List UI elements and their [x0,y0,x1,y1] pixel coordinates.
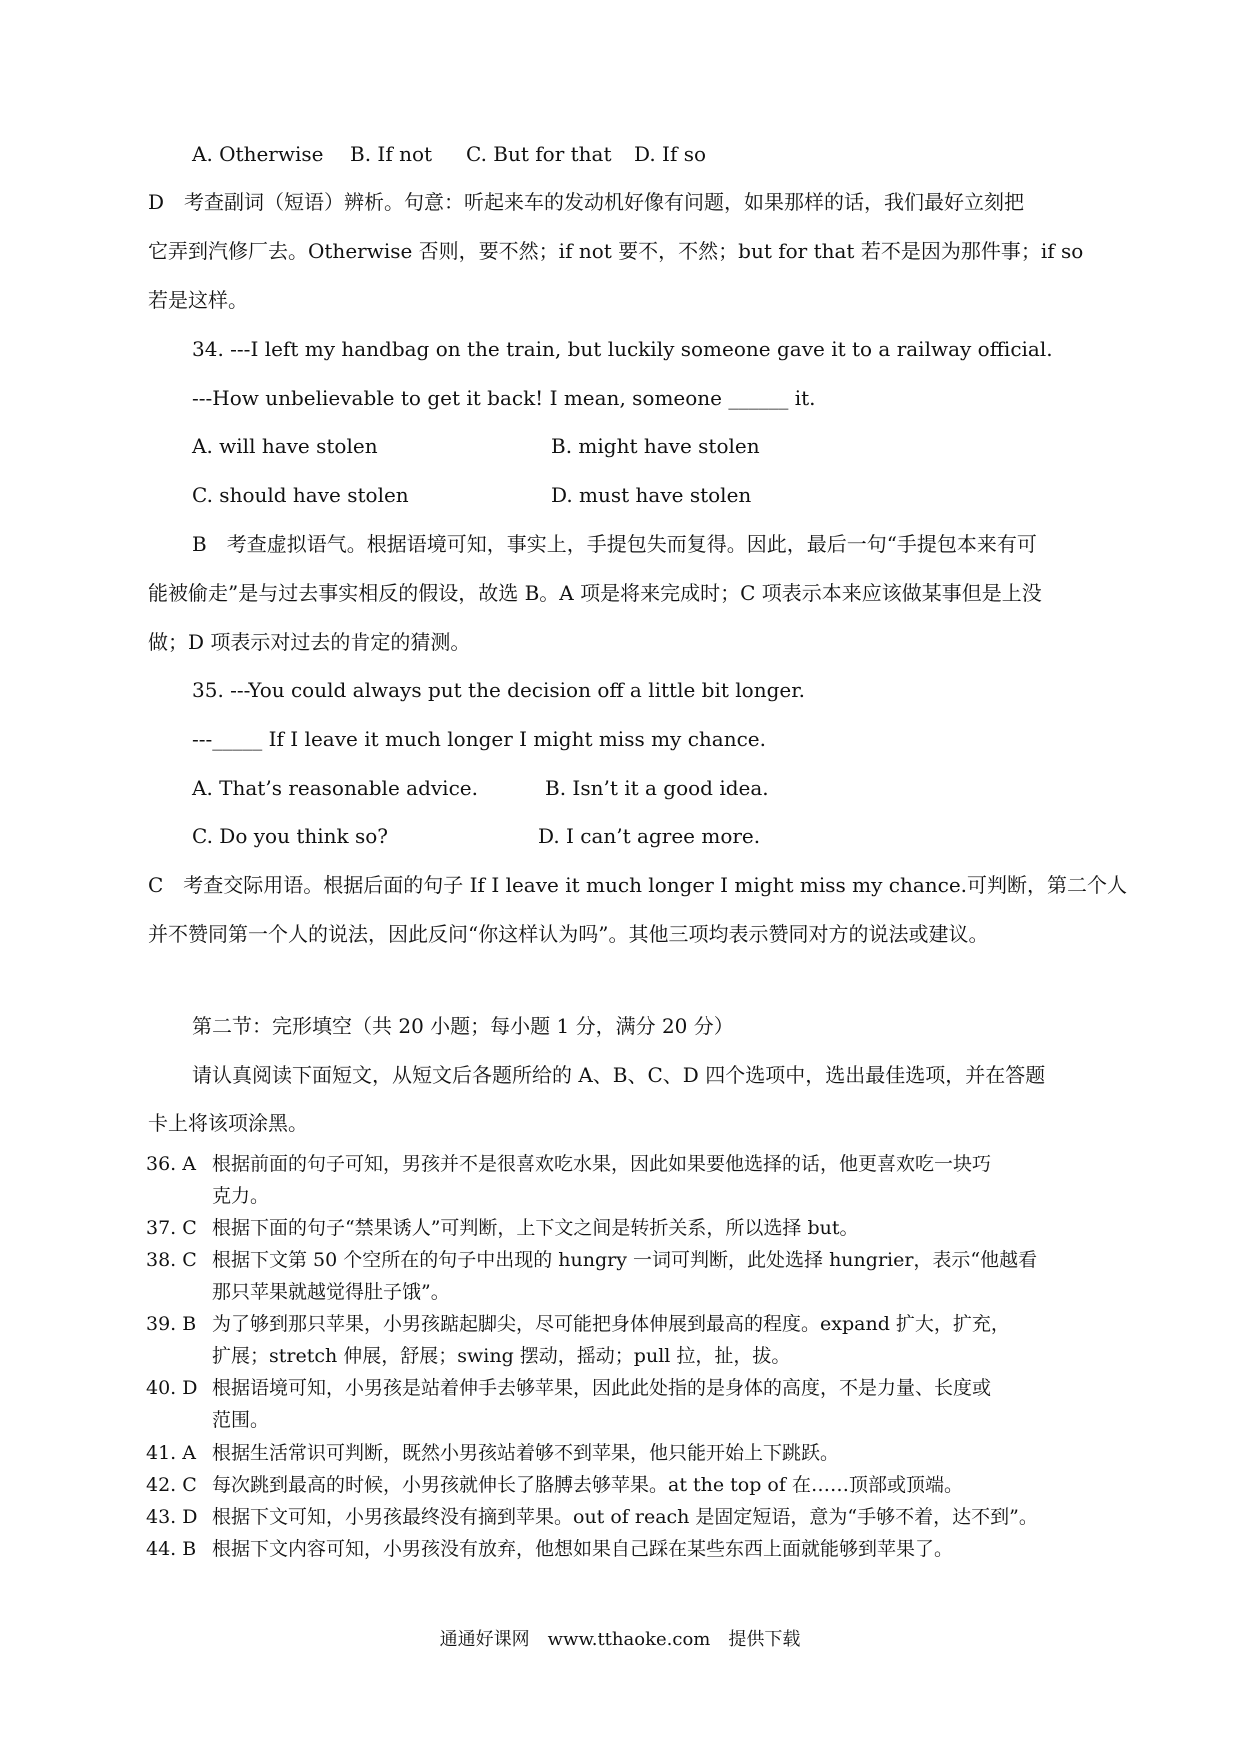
q35-stem-1: 35. ---You could always put the decision off a little bit longer. [192,678,805,702]
item-39-line-2: 扩展；stretch 伸展，舒展；swing 摆动，摇动；pull 拉，扯，拔。 [212,1345,791,1367]
item-40-number: 40. D [146,1377,198,1399]
q35-option-b: B. Isn’t it a good idea. [545,776,769,800]
q33-answer-line-1: D 考查副词（短语）辨析。句意：听起来车的发动机好像有问题，如果那样的话，我们最好立刻把 [148,190,1025,214]
item-37-line-1: 根据下面的句子“禁果诱人”可判断，上下文之间是转折关系，所以选择 but。 [212,1217,859,1239]
item-36-line-1: 根据前面的句子可知，男孩并不是很喜欢吃水果，因此如果要他选择的话，他更喜欢吃一块巧 [212,1153,992,1175]
q34-option-a: A. will have stolen [192,434,378,458]
q34-option-b: B. might have stolen [551,434,760,458]
item-38-line-2: 那只苹果就越觉得肚子饿”。 [212,1281,450,1303]
q34-answer-line-1: B 考查虚拟语气。根据语境可知，事实上，手提包失而复得。因此，最后一句“手提包本来有可 [192,532,1037,556]
item-40-line-2: 范围。 [212,1409,270,1431]
item-36-number: 36. A [146,1153,196,1175]
q33-option-a: A. Otherwise [192,142,324,166]
q34-answer-line-3: 做；D 项表示对过去的肯定的猜测。 [148,630,471,654]
section2-instruction-line-1: 请认真阅读下面短文，从短文后各题所给的 A、B、C、D 四个选项中，选出最佳选项，并在答题 [192,1063,1046,1087]
item-36-line-2: 克力。 [212,1185,270,1207]
q34-option-c: C. should have stolen [192,483,409,507]
q33-option-c: C. But for that [466,142,612,166]
item-40-line-1: 根据语境可知，小男孩是站着伸手去够苹果，因此此处指的是身体的高度，不是力量、长度或 [212,1377,992,1399]
q35-answer-line-1: C 考查交际用语。根据后面的句子 If I leave it much longer I might miss my chance.可判断，第二个人 [148,873,1128,897]
q35-option-a: A. That’s reasonable advice. [192,776,478,800]
q35-option-d: D. I can’t agree more. [538,824,761,848]
q35-answer-line-2: 并不赞同第一个人的说法，因此反问“你这样认为吗”。其他三项均表示赞同对方的说法或建议。 [148,922,989,946]
q34-option-d: D. must have stolen [551,483,752,507]
q33-answer-line-3: 若是这样。 [148,288,248,312]
item-41-line-1: 根据生活常识可判断，既然小男孩站着够不到苹果，他只能开始上下跳跃。 [212,1442,840,1464]
q34-stem-2: ---How unbelievable to get it back! I mean, someone ______ it. [192,386,816,410]
item-39-number: 39. B [146,1313,197,1335]
item-42-line-1: 每次跳到最高的时候，小男孩就伸长了胳膊去够苹果。at the top of 在……顶部或顶端。 [212,1474,963,1496]
item-43-number: 43. D [146,1506,198,1528]
item-38-line-1: 根据下文第 50 个空所在的句子中出现的 hungry 一词可判断，此处选择 hungrier，表示“他越看 [212,1249,1038,1271]
item-44-line-1: 根据下文内容可知，小男孩没有放弃，他想如果自己踩在某些东西上面就能够到苹果了。 [212,1538,954,1560]
q33-option-d: D. If so [634,142,707,166]
q34-answer-line-2: 能被偷走”是与过去事实相反的假设，故选 B。A 项是将来完成时；C 项表示本来应该做某事但是上没 [148,581,1042,605]
item-37-number: 37. C [146,1217,197,1239]
page-footer: 通通好课网 www.tthaoke.com 提供下载 [439,1629,801,1650]
item-38-number: 38. C [146,1249,197,1271]
item-44-number: 44. B [146,1538,197,1560]
item-41-number: 41. A [146,1442,196,1464]
q33-answer-line-2: 它弄到汽修厂去。Otherwise 否则，要不然；if not 要不，不然；but for that 若不是因为那件事；if so [148,239,1084,263]
item-43-line-1: 根据下文可知，小男孩最终没有摘到苹果。out of reach 是固定短语，意为“手够不着，达不到”。 [212,1506,1038,1528]
q33-option-b: B. If not [350,142,433,166]
item-39-line-1: 为了够到那只苹果，小男孩踮起脚尖，尽可能把身体伸展到最高的程度。expand 扩大，扩充， [212,1313,1010,1335]
section2-title: 第二节：完形填空（共 20 小题；每小题 1 分，满分 20 分） [192,1014,734,1038]
q34-stem-1: 34. ---I left my handbag on the train, but luckily someone gave it to a railway official. [192,337,1053,361]
q35-stem-2: ---_____ If I leave it much longer I might miss my chance. [192,727,766,751]
section2-instruction-line-2: 卡上将该项涂黑。 [148,1111,308,1135]
q35-option-c: C. Do you think so? [192,824,389,848]
item-42-number: 42. C [146,1474,197,1496]
